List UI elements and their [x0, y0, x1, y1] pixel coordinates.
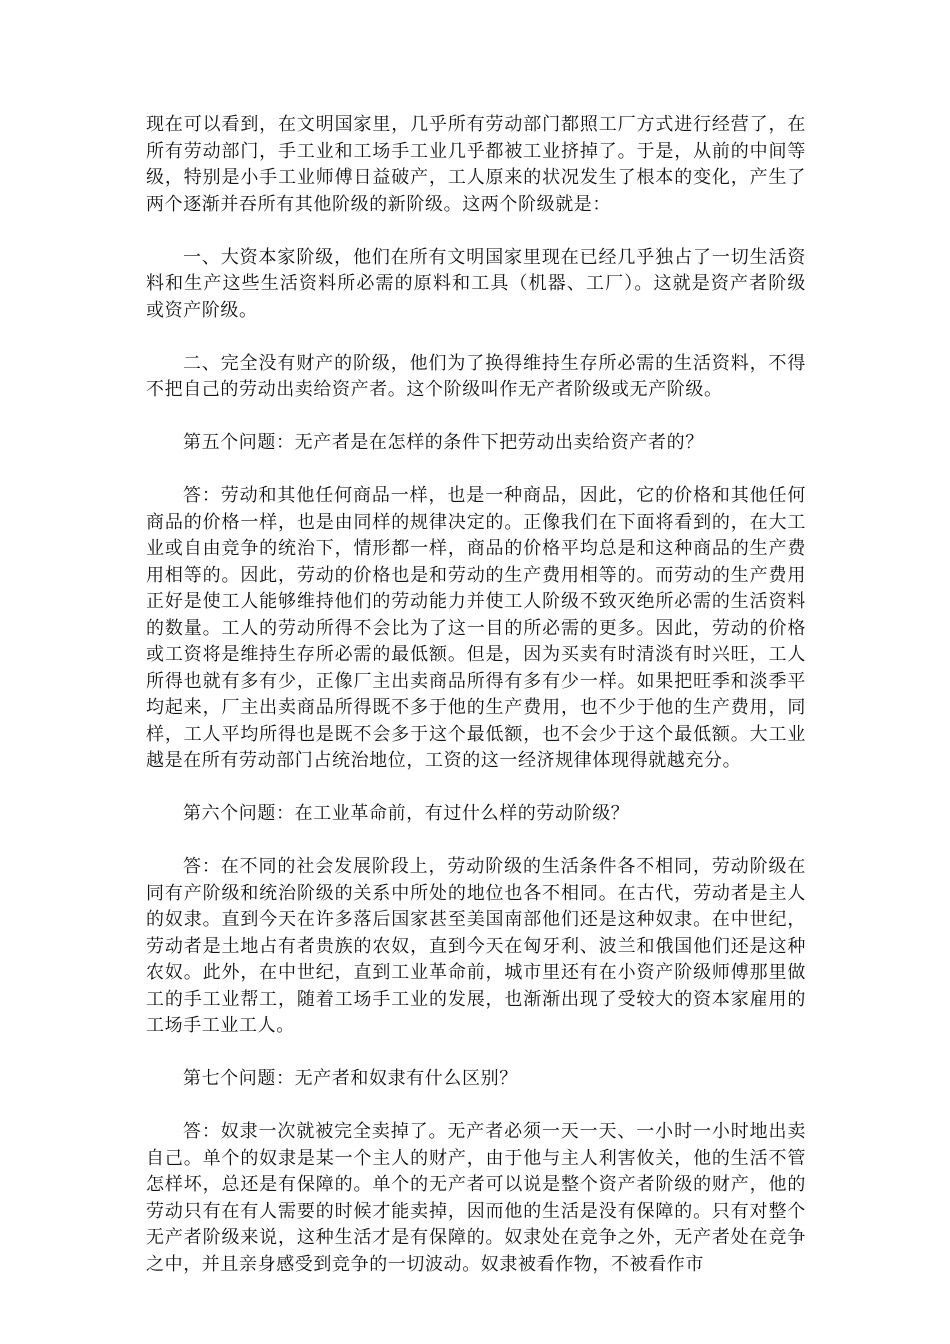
paragraph-bourgeoisie: 一、大资本家阶级，他们在所有文明国家里现在已经几乎独占了一切生活资料和生产这些生活资料所必需的原料和工具（机器、工厂）。这就是资产者阶级或资产阶级。	[146, 246, 806, 321]
question-seven: 第七个问题：无产者和奴隶有什么区别？	[183, 1068, 518, 1089]
question-six: 第六个问题：在工业革命前，有过什么样的劳动阶级？	[183, 803, 630, 824]
question-five: 第五个问题：无产者是在怎样的条件下把劳动出卖给资产者的？	[183, 432, 704, 453]
document-body	[146, 112, 806, 1305]
paragraph-proletariat: 二、完全没有财产的阶级，他们为了换得维持生存所必需的生活资料，不得不把自己的劳动出卖给资产者。这个阶级叫作无产者阶级或无产阶级。	[146, 352, 806, 400]
answer-five: 答：劳动和其他任何商品一样，也是一种商品，因此，它的价格和其他任何商品的价格一样，也是由同样的规律决定的。正像我们在下面将看到的，在大工业或自由竞争的统治下，情形都一样，商品的价格平均总是和这种商品的生产费用相等的。因此，劳动的价格也是和劳动的生产费用相等的。而劳动的生产费用正好是使工人能够维持他们的劳动能力并使工人阶级不致灭绝所必需的生活资料的数量。工人的劳动所得不会比为了这一目的所必需的更多。因此，劳动的价格或工资将是维持生存所必需的最低额。但是，因为买卖有时清淡有时兴旺，工人所得也就有多有少，正像厂主出卖商品所得有多有少一样。如果把旺季和淡季平均起来，厂主出卖商品所得既不多于他的生产费用，也不少于他的生产费用，同样，工人平均所得也是既不会多于这个最低额，也不会少于这个最低额。大工业越是在所有劳动部门占统治地位，工资的这一经济规律体现得就越充分。	[146, 485, 806, 771]
answer-seven: 答：奴隶一次就被完全卖掉了。无产者必须一天一天、一小时一小时地出卖自己。单个的奴隶是某一个主人的财产，由于他与主人利害攸关，他的生活不管怎样坏，总还是有保障的。单个的无产者可以说是整个资产者阶级的财产，他的劳动只有在有人需要的时候才能卖掉，因而他的生活是没有保障的。只有对整个无产者阶级来说，这种生活才是有保障的。奴隶处在竞争之外，无产者处在竞争之中，并且亲身感受到竞争的一切波动。奴隶被看作物，不被看作市	[146, 1121, 806, 1275]
answer-six: 答：在不同的社会发展阶段上，劳动阶级的生活条件各不相同，劳动阶级在同有产阶级和统治阶级的关系中所处的地位也各不相同。在古代，劳动者是主人的奴隶。直到今天在许多落后国家甚至美国南部他们还是这种奴隶。在中世纪，劳动者是土地占有者贵族的农奴，直到今天在匈牙利、波兰和俄国他们还是这种农奴。此外，在中世纪，直到工业革命前，城市里还有在小资产阶级师傅那里做工的手工业帮工，随着工场手工业的发展，也渐渐出现了受较大的资本家雇用的工场手工业工人。	[146, 856, 806, 1036]
paragraph-intro: 现在可以看到，在文明国家里，几乎所有劳动部门都照工厂方式进行经营了，在所有劳动部门，手工业和工场手工业几乎都被工业挤掉了。于是，从前的中间等级，特别是小手工业师傅日益破产，工人原来的状况发生了根本的变化，产生了两个逐渐并吞所有其他阶级的新阶级。这两个阶级就是：	[146, 114, 806, 215]
